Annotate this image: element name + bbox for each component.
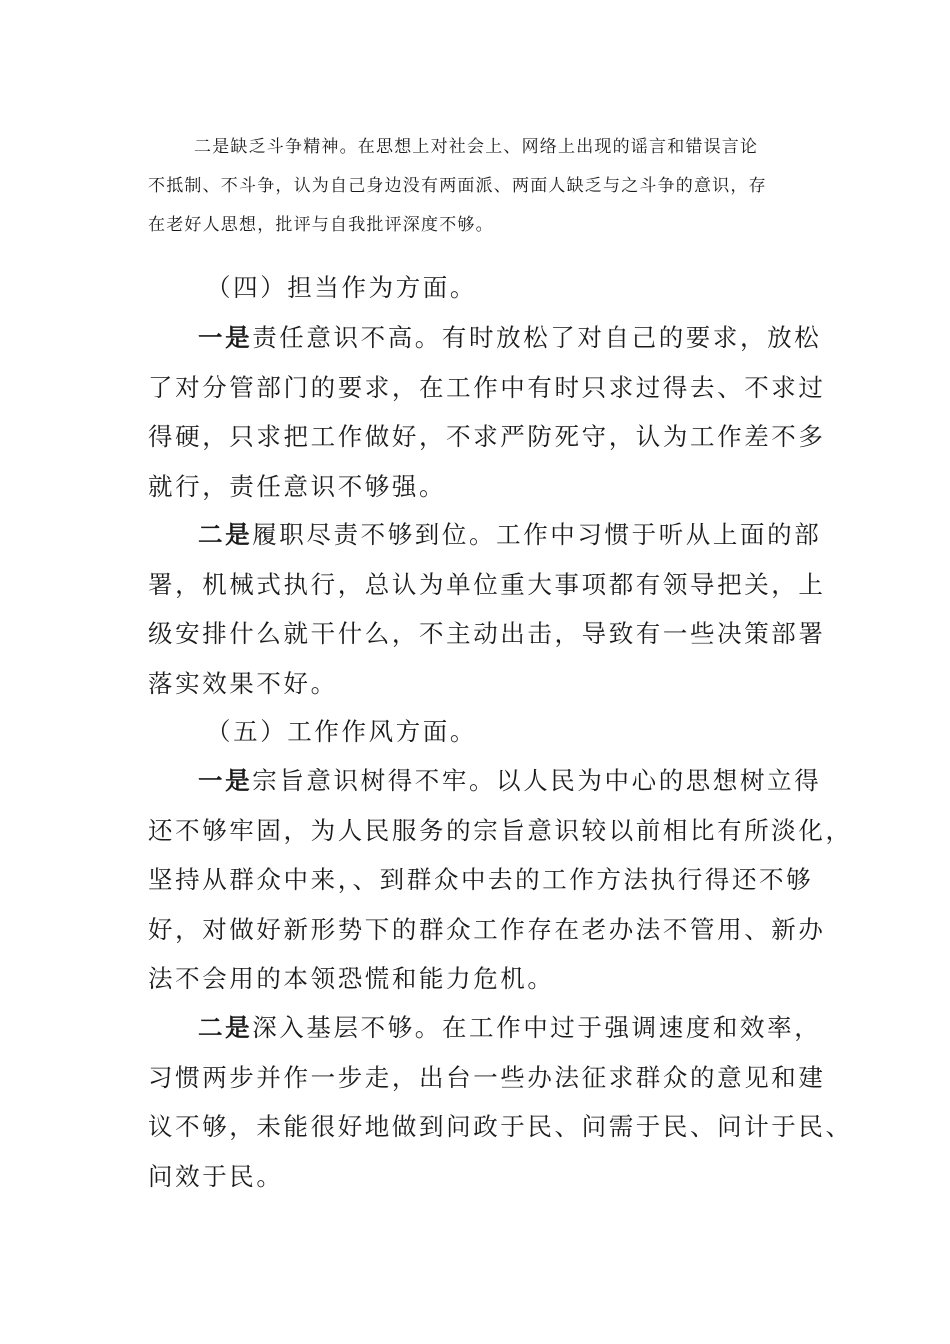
- paragraph-line: 署，机械式执行，总认为单位重大事项都有领导把关，上: [148, 569, 826, 599]
- paragraph-line: 还不够牢固，为人民服务的宗旨意识较以前相比有所淡化，: [148, 815, 853, 845]
- paragraph-lead: 二是: [198, 520, 253, 549]
- paragraph-line: 议不够，未能很好地做到问政于民、问需于民、问计于民、: [148, 1112, 853, 1141]
- paragraph-lead: 二是: [198, 1013, 253, 1042]
- paragraph-responsibility: [148, 313, 826, 511]
- paragraph-line: 好，对做好新形势下的群众工作存在老办法不管用、新办: [148, 914, 826, 944]
- paragraph-line: 法不会用的本领恐慌和能力危机。: [148, 964, 555, 993]
- paragraph-line: 得硬，只求把工作做好，不求严防死守，认为工作差不多: [148, 422, 826, 451]
- paragraph-line: 不抵制、不斗争，认为自己身边没有两面派、两面人缺乏与之斗争的意识，存: [148, 176, 767, 196]
- paragraph-grassroots: [148, 1003, 853, 1201]
- paragraph-purpose: [148, 756, 853, 1004]
- paragraph-duty: [148, 510, 826, 708]
- section-heading-4: [148, 263, 808, 313]
- section-heading-5: [148, 707, 808, 757]
- paragraph-line: 责任意识不高。有时放松了对自己的要求，放松: [252, 323, 822, 352]
- paragraph-struggle-spirit: [148, 128, 808, 245]
- paragraph-line: 履职尽责不够到位。工作中习惯于听从上面的部: [252, 520, 822, 549]
- paragraph-lead: 一是: [198, 766, 253, 795]
- paragraph-line: 了对分管部门的要求，在工作中有时只求过得去、不求过: [148, 372, 826, 402]
- paragraph-first-line: [148, 756, 822, 806]
- paragraph-line: 宗旨意识树得不牢。以人民为中心的思想树立得: [252, 766, 822, 795]
- paragraph-line: 习惯两步并作一步走，出台一些办法征求群众的意见和建: [148, 1062, 826, 1092]
- section-heading-text: （五）工作作风方面。: [206, 717, 477, 746]
- paragraph-line: 深入基层不够。在工作中过于强调速度和效率，: [252, 1013, 822, 1042]
- paragraph-line: 就行，责任意识不够强。: [148, 471, 447, 501]
- paragraph-line: 坚持从群众中来，、到群众中去的工作方法执行得还不够: [148, 865, 814, 894]
- paragraph-first-line: [148, 510, 822, 560]
- paragraph-line: 问效于民。: [148, 1161, 284, 1191]
- paragraph-line: 在老好人思想，批评与自我批评深度不够。: [148, 215, 494, 235]
- paragraph-first-line: [148, 1003, 822, 1053]
- paragraph-line: 级安排什么就干什么，不主动出击，导致有一些决策部署: [148, 619, 826, 648]
- section-heading-text: （四）担当作为方面。: [206, 273, 477, 302]
- paragraph-line: 落实效果不好。: [148, 668, 338, 698]
- paragraph-line: 二是缺乏斗争精神。在思想上对社会上、网络上出现的谣言和错误言论: [194, 137, 759, 157]
- paragraph-first-line: [148, 313, 822, 363]
- paragraph-lead: 一是: [198, 323, 253, 352]
